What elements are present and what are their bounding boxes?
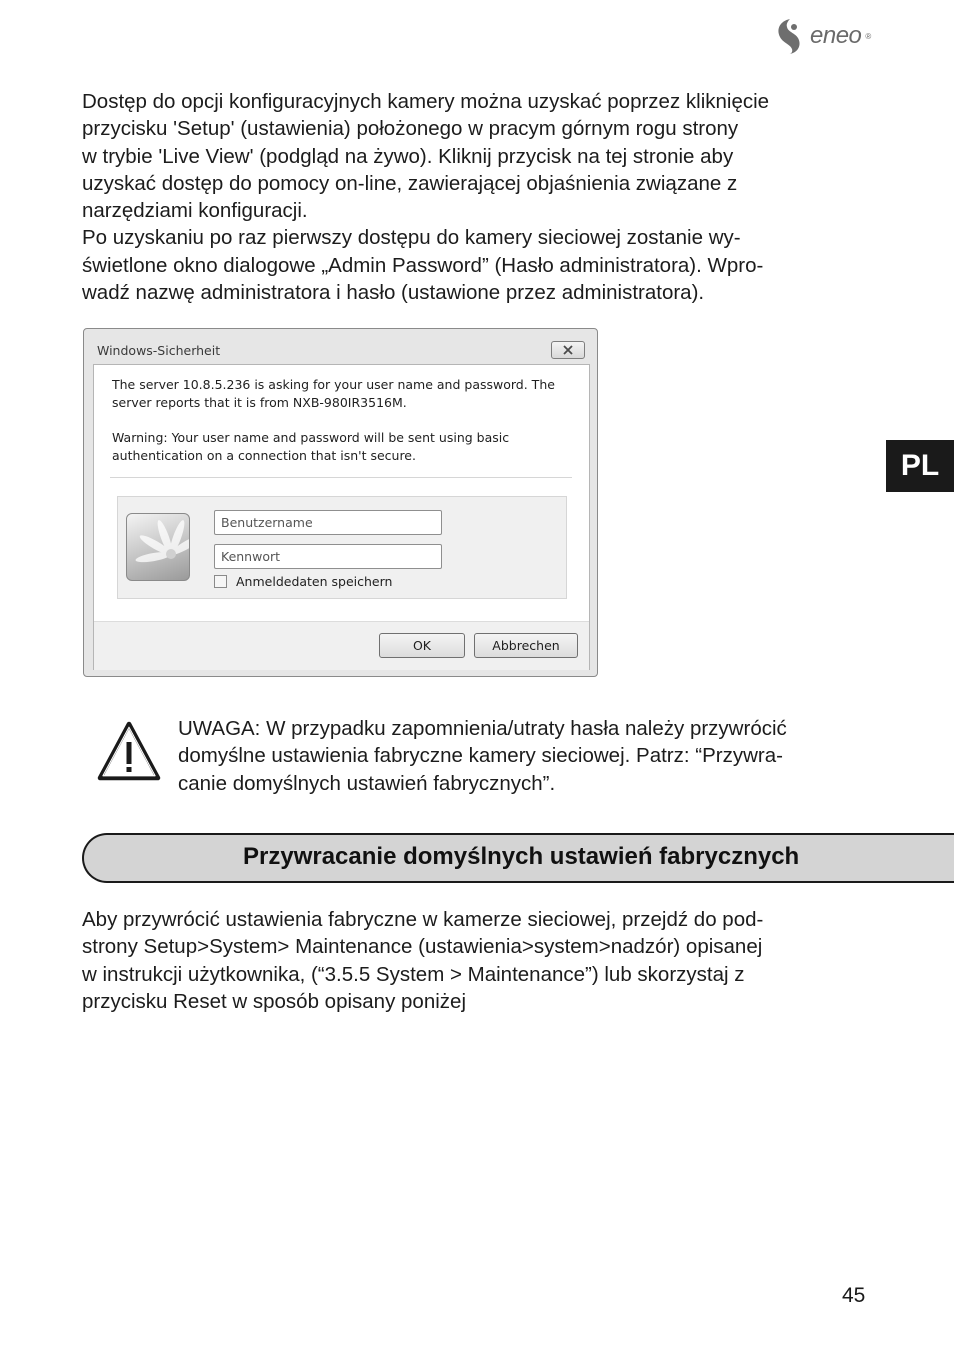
section-title: Przywracanie domyślnych ustawień fabrycznych	[243, 843, 800, 870]
body-paragraph	[82, 906, 763, 1015]
ok-button[interactable]: OK	[379, 633, 465, 658]
intro-line: Dostęp do opcji konfiguracyjnych kamery można uzyskać poprzez kliknięcie	[82, 90, 770, 113]
remember-checkbox[interactable]	[214, 575, 227, 588]
cancel-button[interactable]: Abbrechen	[474, 633, 578, 658]
flower-icon	[127, 514, 189, 580]
intro-line: świetlone okno dialogowe „Admin Password” (Hasło administratora). Wpro-	[82, 253, 764, 277]
logo-registered-mark: ®	[865, 31, 872, 41]
dialog-title: Windows-Sicherheit	[97, 343, 221, 358]
intro-line: Po uzyskaniu po raz pierwszy dostępu do kamery sieciowej zostanie wy-	[82, 226, 741, 250]
password-input[interactable]	[214, 544, 442, 569]
intro-line: wadź nazwę administratora i hasło (ustawione przez administratora).	[82, 281, 705, 305]
intro-line: narzędziami konfiguracji.	[82, 199, 308, 223]
dialog-warning-line: authentication on a connection that isn't secure.	[112, 448, 416, 463]
warning-note	[178, 715, 787, 797]
warning-line: canie domyślnych ustawień fabrycznych”.	[178, 771, 556, 795]
login-dialog	[83, 328, 598, 677]
intro-paragraph	[82, 88, 769, 306]
eneo-logo	[774, 16, 871, 56]
logo-text: eneo	[810, 22, 862, 49]
intro-line: w trybie 'Live View' (podgląd na żywo). Kliknij przycisk na tej stronie aby	[82, 144, 734, 168]
warning-line: UWAGA: W przypadku zapomnienia/utraty hasła należy przywrócić	[178, 717, 787, 740]
eneo-swirl-icon	[774, 17, 806, 55]
dialog-message-line: server reports that it is from NXB-980IR3516M.	[112, 395, 407, 410]
user-avatar	[126, 513, 190, 581]
body-line: w instrukcji użytkownika, (“3.5.5 System > Maintenance”) lub skorzystaj z	[82, 962, 745, 986]
dialog-message-line: The server 10.8.5.236 is asking for your user name and password. The	[112, 377, 555, 392]
remember-row	[214, 574, 392, 589]
dialog-warning-line: Warning: Your user name and password will be sent using basic	[112, 430, 510, 445]
dialog-body	[93, 364, 590, 670]
dialog-close-button[interactable]	[551, 341, 585, 359]
dialog-message	[112, 376, 555, 412]
credential-panel	[117, 496, 567, 599]
username-input[interactable]	[214, 510, 442, 535]
remember-label: Anmeldedaten speichern	[236, 574, 393, 589]
body-line: strony Setup>System> Maintenance (ustawienia>system>nadzór) opisanej	[82, 935, 763, 959]
dialog-footer	[94, 621, 589, 670]
dialog-warning	[112, 429, 509, 465]
intro-line: uzyskać dostęp do pomocy on-line, zawierającej objaśnienia związane z	[82, 171, 738, 195]
body-line: Aby przywrócić ustawienia fabryczne w kamerze sieciowej, przejdź do pod-	[82, 908, 764, 931]
close-icon	[562, 345, 574, 355]
warning-line: domyślne ustawienia fabryczne kamery sieciowej. Patrz: “Przywra-	[178, 744, 783, 768]
language-tab: PL	[886, 440, 954, 492]
warning-triangle-icon	[96, 720, 162, 782]
intro-line: przycisku 'Setup' (ustawienia) położonego w pracym górnym rogu strony	[82, 117, 739, 141]
page-number: 45	[842, 1284, 866, 1307]
dialog-separator	[110, 477, 572, 478]
body-line: przycisku Reset w sposób opisany poniżej	[82, 989, 466, 1013]
